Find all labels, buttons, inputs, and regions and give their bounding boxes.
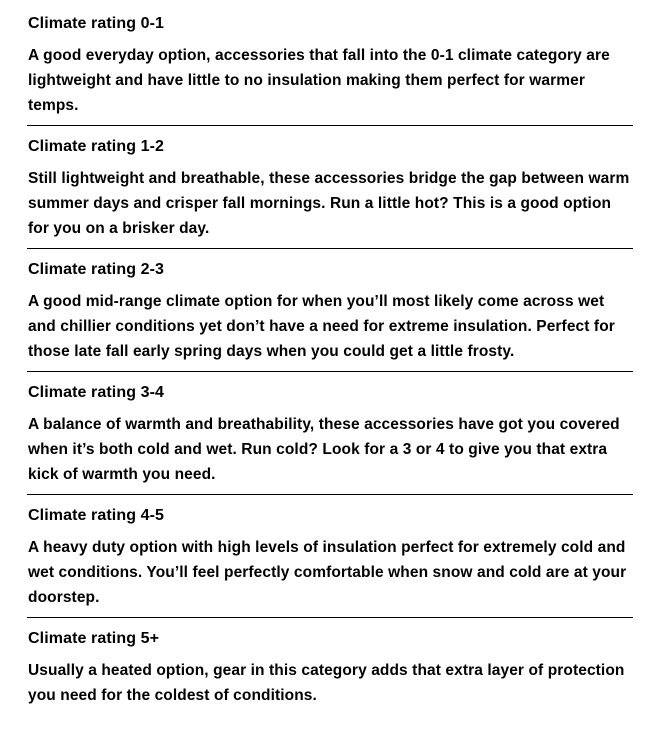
section-heading: Climate rating 2-3 (28, 261, 165, 278)
section-heading: Climate rating 5+ (28, 630, 160, 647)
section-divider (27, 248, 633, 249)
section-heading: Climate rating 0-1 (28, 15, 165, 32)
section-body: A heavy duty option with high levels of insulation perfect for extremely cold and wet conditions. You’ll feel perfectly comfortable when snow and cold are at your doorstep. (28, 539, 627, 606)
section-climate-3-4 (27, 383, 633, 495)
section-heading: Climate rating 1-2 (28, 138, 165, 155)
section-divider (27, 371, 633, 372)
section-climate-1-2 (27, 137, 633, 249)
section-body: Still lightweight and breathable, these accessories bridge the gap between warm summer days and crisper fall mornings. Run a little hot? This is a good option for you on a brisker day. (28, 170, 630, 237)
section-divider (27, 125, 633, 126)
section-climate-4-5 (27, 506, 633, 618)
section-divider (27, 494, 633, 495)
section-climate-0-1 (27, 14, 633, 126)
section-climate-5plus (27, 629, 633, 708)
section-body: A good mid-range climate option for when you’ll most likely come across wet and chillier conditions yet don’t have a need for extreme insulation. Perfect for those late fall early spring days when you could get a little frosty. (28, 293, 615, 360)
section-climate-2-3 (27, 260, 633, 372)
section-body: Usually a heated option, gear in this category adds that extra layer of protection you need for the coldest of conditions. (28, 662, 625, 704)
section-heading: Climate rating 4-5 (28, 507, 165, 524)
section-body: A balance of warmth and breathability, these accessories have got you covered when it’s both cold and wet. Run cold? Look for a 3 or 4 to give you that extra kick of warmth you need. (28, 416, 620, 483)
section-body: A good everyday option, accessories that fall into the 0-1 climate category are lightweight and have little to no insulation making them perfect for warmer temps. (28, 47, 610, 114)
section-heading: Climate rating 3-4 (28, 384, 165, 401)
section-divider (27, 617, 633, 618)
